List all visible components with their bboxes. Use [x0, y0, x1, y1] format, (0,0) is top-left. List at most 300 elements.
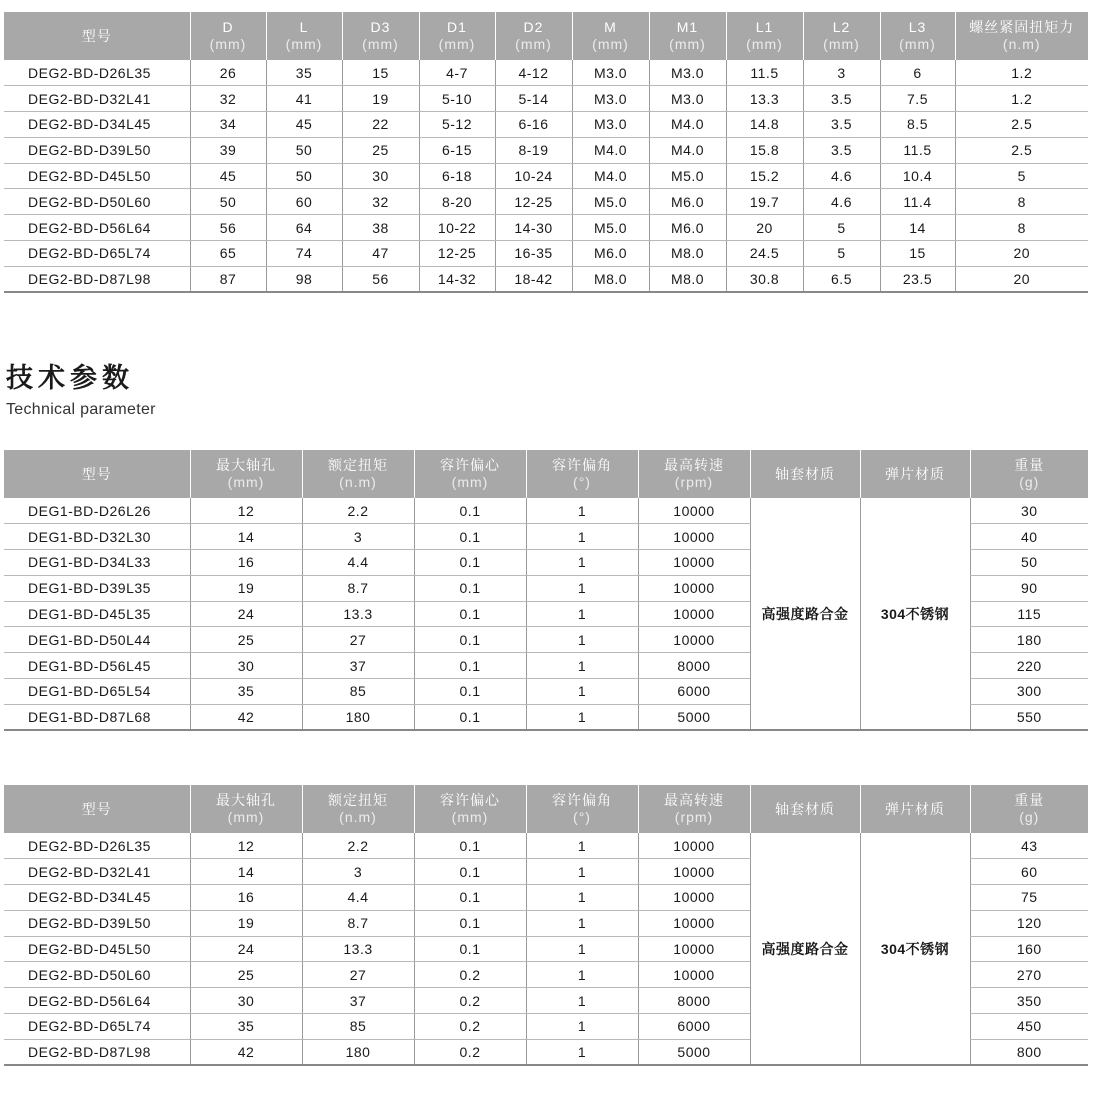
- table-cell: 10-24: [495, 163, 572, 189]
- column-header: [970, 785, 1088, 833]
- table-cell: 160: [970, 936, 1088, 962]
- table-cell: 25: [190, 962, 302, 988]
- column-header-unit: (mm): [515, 36, 552, 52]
- table-cell: 0.1: [414, 704, 526, 730]
- table-cell: 5-10: [419, 86, 495, 112]
- table-cell: DEG1-BD-D87L68: [4, 704, 190, 730]
- table-cell: DEG1-BD-D56L45: [4, 653, 190, 679]
- table-cell: 39: [190, 137, 266, 163]
- table-cell: 20: [726, 215, 803, 241]
- table-cell: 30: [970, 498, 1088, 524]
- column-header-label: 最大轴孔: [216, 457, 276, 473]
- table-row: [4, 266, 1088, 292]
- table-row: [4, 498, 1088, 524]
- column-header: [726, 12, 803, 60]
- dimension-table: [4, 12, 1088, 293]
- table-cell: DEG1-BD-D34L33: [4, 550, 190, 576]
- table-cell: 5000: [638, 704, 750, 730]
- table-cell: 11.4: [880, 189, 955, 215]
- column-header-unit: (mm): [209, 36, 247, 52]
- table-cell: 8.5: [880, 112, 955, 138]
- column-header: [803, 12, 880, 60]
- column-header-unit: (mm): [227, 809, 265, 825]
- column-header-label: 额定扭矩: [328, 457, 388, 473]
- table-cell: 10.4: [880, 163, 955, 189]
- table-cell: 0.1: [414, 910, 526, 936]
- table-cell: 120: [970, 910, 1088, 936]
- table-cell: 35: [266, 60, 342, 86]
- hub-material-cell: 高强度路合金: [750, 498, 860, 730]
- column-header-label: L1: [755, 19, 774, 35]
- table-cell: 32: [190, 86, 266, 112]
- table-cell: 0.1: [414, 575, 526, 601]
- column-header-label: 型号: [81, 27, 112, 44]
- table-cell: 41: [266, 86, 342, 112]
- table-cell: 5: [955, 163, 1088, 189]
- table-cell: 20: [955, 266, 1088, 292]
- table-cell: 85: [302, 679, 414, 705]
- table-cell: 6000: [638, 1014, 750, 1040]
- table-cell: M5.0: [572, 189, 649, 215]
- table-cell: DEG1-BD-D50L44: [4, 627, 190, 653]
- table-cell: 10000: [638, 833, 750, 859]
- table-cell: 27: [302, 627, 414, 653]
- table-cell: 4.4: [302, 885, 414, 911]
- table-cell: M4.0: [572, 163, 649, 189]
- column-header: [190, 12, 266, 60]
- table-cell: 14: [880, 215, 955, 241]
- table-cell: 19: [342, 86, 419, 112]
- column-header-label: D1: [447, 19, 467, 35]
- table-row: [4, 241, 1088, 267]
- table-cell: 12: [190, 498, 302, 524]
- table-cell: 12-25: [495, 189, 572, 215]
- column-header-unit: (mm): [451, 474, 489, 490]
- table-cell: 10000: [638, 885, 750, 911]
- table-cell: DEG2-BD-D87L98: [4, 1039, 190, 1065]
- column-header-label: 弹片材质: [885, 465, 945, 482]
- table-cell: 56: [190, 215, 266, 241]
- table-cell: 37: [302, 653, 414, 679]
- column-header: [4, 785, 190, 833]
- table-row: [4, 163, 1088, 189]
- table-cell: 3.5: [803, 137, 880, 163]
- table-cell: 0.2: [414, 1039, 526, 1065]
- table-cell: 180: [302, 704, 414, 730]
- column-header-label: 最高转速: [664, 457, 724, 473]
- table-cell: 4.4: [302, 550, 414, 576]
- table-cell: M3.0: [649, 60, 726, 86]
- table-cell: 14: [190, 859, 302, 885]
- table-cell: 350: [970, 988, 1088, 1014]
- column-header-unit: (mm): [669, 36, 706, 52]
- table-cell: 1: [526, 962, 638, 988]
- column-header: [4, 450, 190, 498]
- table-cell: 10000: [638, 627, 750, 653]
- column-header-label: 重量: [1014, 792, 1045, 808]
- table-cell: 14: [190, 524, 302, 550]
- table-cell: DEG1-BD-D26L26: [4, 498, 190, 524]
- column-header: [750, 450, 860, 498]
- table-cell: 74: [266, 241, 342, 267]
- table-cell: 10000: [638, 859, 750, 885]
- column-header-label: 型号: [81, 800, 112, 817]
- table-cell: 0.1: [414, 498, 526, 524]
- table-cell: 24: [190, 936, 302, 962]
- table-cell: 12-25: [419, 241, 495, 267]
- disc-material-cell: 304不锈钢: [860, 833, 970, 1065]
- table-cell: 42: [190, 704, 302, 730]
- table-cell: 40: [970, 524, 1088, 550]
- table-cell: M3.0: [572, 112, 649, 138]
- table-cell: 3.5: [803, 112, 880, 138]
- column-header: [860, 785, 970, 833]
- table-cell: DEG2-BD-D34L45: [4, 112, 190, 138]
- table-cell: DEG2-BD-D32L41: [4, 859, 190, 885]
- table-cell: 13.3: [302, 601, 414, 627]
- table-cell: M5.0: [649, 163, 726, 189]
- table-cell: M8.0: [572, 266, 649, 292]
- table-cell: 25: [342, 137, 419, 163]
- column-header: [414, 785, 526, 833]
- table-cell: 11.5: [880, 137, 955, 163]
- table-cell: 180: [302, 1039, 414, 1065]
- hub-material-cell: 高强度路合金: [750, 833, 860, 1065]
- table-cell: 1: [526, 498, 638, 524]
- table-cell: 1: [526, 575, 638, 601]
- table-cell: M4.0: [572, 137, 649, 163]
- table-cell: 50: [266, 137, 342, 163]
- table-cell: 5-14: [495, 86, 572, 112]
- table-cell: 1: [526, 550, 638, 576]
- table-cell: 3.5: [803, 86, 880, 112]
- table-cell: 34: [190, 112, 266, 138]
- table-cell: 60: [970, 859, 1088, 885]
- table-cell: 5000: [638, 1039, 750, 1065]
- table-cell: 0.1: [414, 550, 526, 576]
- table-cell: M5.0: [572, 215, 649, 241]
- table-cell: DEG2-BD-D45L50: [4, 936, 190, 962]
- column-header-label: 重量: [1014, 457, 1045, 473]
- column-header-unit: (mm): [899, 36, 936, 52]
- column-header-label: 容许偏心: [440, 792, 500, 808]
- table-cell: 2.5: [955, 137, 1088, 163]
- table-cell: 10000: [638, 550, 750, 576]
- column-header-label: 额定扭矩: [328, 792, 388, 808]
- table-cell: 5: [803, 215, 880, 241]
- table-cell: 14.8: [726, 112, 803, 138]
- column-header-label: 弹片材质: [885, 800, 945, 817]
- table-cell: 6: [880, 60, 955, 86]
- table-cell: 10000: [638, 936, 750, 962]
- table-cell: 1: [526, 601, 638, 627]
- table-cell: 35: [190, 679, 302, 705]
- table-header-row: [4, 785, 1088, 833]
- table-cell: M6.0: [649, 189, 726, 215]
- column-header: [880, 12, 955, 60]
- column-header: [860, 450, 970, 498]
- table-cell: 7.5: [880, 86, 955, 112]
- column-header-unit: (mm): [438, 36, 476, 52]
- table-cell: 10000: [638, 575, 750, 601]
- column-header: [526, 450, 638, 498]
- table-cell: 1: [526, 653, 638, 679]
- table-cell: 1: [526, 1039, 638, 1065]
- table-cell: 18-42: [495, 266, 572, 292]
- table-cell: DEG2-BD-D39L50: [4, 137, 190, 163]
- table-cell: DEG2-BD-D39L50: [4, 910, 190, 936]
- table-cell: 6-18: [419, 163, 495, 189]
- column-header-unit: (g): [1019, 474, 1040, 490]
- table-cell: 10-22: [419, 215, 495, 241]
- table-cell: 90: [970, 575, 1088, 601]
- column-header-label: 容许偏角: [552, 792, 612, 808]
- table-cell: 0.1: [414, 601, 526, 627]
- table-cell: 30: [190, 653, 302, 679]
- table-cell: 0.1: [414, 859, 526, 885]
- column-header-unit: (°): [573, 474, 591, 490]
- table-cell: DEG1-BD-D45L35: [4, 601, 190, 627]
- table-cell: 3: [803, 60, 880, 86]
- table-cell: 30: [190, 988, 302, 1014]
- table-row: [4, 189, 1088, 215]
- table-cell: 800: [970, 1039, 1088, 1065]
- table-cell: 38: [342, 215, 419, 241]
- table-cell: DEG1-BD-D32L30: [4, 524, 190, 550]
- column-header-label: D: [222, 19, 234, 35]
- table-cell: 180: [970, 627, 1088, 653]
- table-cell: 1: [526, 524, 638, 550]
- table-cell: M3.0: [572, 60, 649, 86]
- table-cell: 1: [526, 704, 638, 730]
- table-cell: 8000: [638, 988, 750, 1014]
- table-cell: 1: [526, 679, 638, 705]
- column-header-unit: (rpm): [674, 809, 714, 825]
- section-subtitle: Technical parameter: [6, 401, 156, 418]
- table-cell: 8-19: [495, 137, 572, 163]
- table-cell: M4.0: [649, 112, 726, 138]
- table-cell: 6-15: [419, 137, 495, 163]
- column-header-unit: (mm): [285, 36, 323, 52]
- table-cell: 1: [526, 885, 638, 911]
- table-cell: M3.0: [649, 86, 726, 112]
- column-header-unit: (mm): [451, 809, 489, 825]
- table-cell: 19.7: [726, 189, 803, 215]
- table-cell: 14-30: [495, 215, 572, 241]
- column-header: [649, 12, 726, 60]
- table-cell: 0.1: [414, 885, 526, 911]
- table-cell: DEG2-BD-D26L35: [4, 833, 190, 859]
- table-cell: 8: [955, 215, 1088, 241]
- column-header-label: 容许偏心: [440, 457, 500, 473]
- table-cell: 37: [302, 988, 414, 1014]
- table-cell: 75: [970, 885, 1088, 911]
- column-header: [572, 12, 649, 60]
- column-header-label: 轴套材质: [775, 800, 835, 817]
- table-cell: 220: [970, 653, 1088, 679]
- table-cell: DEG2-BD-D87L98: [4, 266, 190, 292]
- table-cell: 6.5: [803, 266, 880, 292]
- table-cell: DEG2-BD-D34L45: [4, 885, 190, 911]
- table-cell: 4.6: [803, 163, 880, 189]
- table-cell: DEG2-BD-D26L35: [4, 60, 190, 86]
- table-cell: 50: [970, 550, 1088, 576]
- table-cell: 22: [342, 112, 419, 138]
- column-header-label: L3: [908, 19, 927, 35]
- column-header: [495, 12, 572, 60]
- column-header-unit: (rpm): [674, 474, 714, 490]
- table-row: [4, 137, 1088, 163]
- column-header: [4, 12, 190, 60]
- table-cell: M8.0: [649, 266, 726, 292]
- column-header-unit: (n.m): [1002, 36, 1041, 52]
- table-cell: DEG1-BD-D65L54: [4, 679, 190, 705]
- table-cell: 4.6: [803, 189, 880, 215]
- table-cell: M6.0: [572, 241, 649, 267]
- table-row: [4, 86, 1088, 112]
- column-header-label: 最高转速: [664, 792, 724, 808]
- table-cell: 45: [266, 112, 342, 138]
- table-cell: 0.2: [414, 988, 526, 1014]
- table-cell: 0.1: [414, 653, 526, 679]
- table-cell: 47: [342, 241, 419, 267]
- table-header-row: [4, 12, 1088, 60]
- table-cell: DEG2-BD-D50L60: [4, 962, 190, 988]
- table-cell: 15.8: [726, 137, 803, 163]
- column-header: [302, 450, 414, 498]
- table-cell: DEG2-BD-D65L74: [4, 241, 190, 267]
- table-header-row: [4, 450, 1088, 498]
- table-cell: 24.5: [726, 241, 803, 267]
- table-cell: 1: [526, 988, 638, 1014]
- column-header: [190, 450, 302, 498]
- table-cell: DEG2-BD-D65L74: [4, 1014, 190, 1040]
- table-cell: M3.0: [572, 86, 649, 112]
- table-cell: 32: [342, 189, 419, 215]
- table-cell: 1: [526, 859, 638, 885]
- table-cell: 43: [970, 833, 1088, 859]
- table-cell: 13.3: [726, 86, 803, 112]
- table-cell: 10000: [638, 962, 750, 988]
- column-header-unit: (mm): [227, 474, 265, 490]
- table-cell: 2.5: [955, 112, 1088, 138]
- table-cell: 11.5: [726, 60, 803, 86]
- column-header-label: 型号: [81, 465, 112, 482]
- column-header-label: L: [299, 19, 309, 35]
- table-cell: 15: [342, 60, 419, 86]
- table-cell: 64: [266, 215, 342, 241]
- column-header: [419, 12, 495, 60]
- table-cell: 1: [526, 1014, 638, 1040]
- column-header-label: D2: [523, 19, 544, 35]
- table-cell: 4-12: [495, 60, 572, 86]
- table-cell: 65: [190, 241, 266, 267]
- column-header: [526, 785, 638, 833]
- column-header-unit: (mm): [362, 36, 399, 52]
- column-header: [750, 785, 860, 833]
- table-cell: 50: [190, 189, 266, 215]
- table-cell: DEG2-BD-D45L50: [4, 163, 190, 189]
- table-cell: 8.7: [302, 910, 414, 936]
- column-header: [955, 12, 1088, 60]
- table-cell: DEG2-BD-D32L41: [4, 86, 190, 112]
- table-cell: 26: [190, 60, 266, 86]
- table-cell: 42: [190, 1039, 302, 1065]
- column-header-unit: (mm): [823, 36, 860, 52]
- table-row: [4, 60, 1088, 86]
- table-cell: 2.2: [302, 498, 414, 524]
- column-header-unit: (mm): [746, 36, 783, 52]
- column-header: [190, 785, 302, 833]
- table-cell: 10000: [638, 910, 750, 936]
- table-cell: 14-32: [419, 266, 495, 292]
- table-cell: DEG2-BD-D50L60: [4, 189, 190, 215]
- table-cell: 27: [302, 962, 414, 988]
- table-cell: 56: [342, 266, 419, 292]
- column-header-label: M1: [676, 19, 699, 35]
- table-cell: 13.3: [302, 936, 414, 962]
- table-cell: 1: [526, 627, 638, 653]
- table-cell: DEG2-BD-D56L64: [4, 215, 190, 241]
- table-cell: 10000: [638, 601, 750, 627]
- table-cell: 450: [970, 1014, 1088, 1040]
- column-header: [414, 450, 526, 498]
- section-title: 技术参数: [6, 363, 134, 393]
- column-header-unit: (n.m): [339, 474, 377, 490]
- table-cell: 5: [803, 241, 880, 267]
- column-header-label: D3: [370, 19, 391, 35]
- column-header-label: 最大轴孔: [216, 792, 276, 808]
- table-cell: 1.2: [955, 60, 1088, 86]
- column-header: [302, 785, 414, 833]
- table-cell: 35: [190, 1014, 302, 1040]
- column-header-unit: (g): [1019, 809, 1040, 825]
- table-cell: DEG2-BD-D56L64: [4, 988, 190, 1014]
- table-cell: 10000: [638, 498, 750, 524]
- table-cell: 6-16: [495, 112, 572, 138]
- column-header-label: M: [604, 19, 617, 35]
- table-cell: 12: [190, 833, 302, 859]
- column-header-unit: (°): [573, 809, 591, 825]
- table-cell: 8.7: [302, 575, 414, 601]
- table-row: [4, 215, 1088, 241]
- table-cell: 1: [526, 936, 638, 962]
- table-cell: 8-20: [419, 189, 495, 215]
- table-cell: 25: [190, 627, 302, 653]
- column-header-unit: (mm): [592, 36, 629, 52]
- table-cell: 3: [302, 524, 414, 550]
- column-header-label: 螺丝紧固扭矩力: [969, 19, 1075, 35]
- table-cell: 45: [190, 163, 266, 189]
- table-cell: 0.1: [414, 833, 526, 859]
- table-cell: 270: [970, 962, 1088, 988]
- disc-material-cell: 304不锈钢: [860, 498, 970, 730]
- table-cell: 24: [190, 601, 302, 627]
- table-cell: 3: [302, 859, 414, 885]
- table-cell: 85: [302, 1014, 414, 1040]
- table-cell: 0.1: [414, 524, 526, 550]
- table-cell: DEG1-BD-D39L35: [4, 575, 190, 601]
- table-row: [4, 112, 1088, 138]
- table-cell: 16: [190, 885, 302, 911]
- table-cell: 0.2: [414, 962, 526, 988]
- table-cell: 300: [970, 679, 1088, 705]
- table-row: [4, 833, 1088, 859]
- column-header: [970, 450, 1088, 498]
- table-cell: 15.2: [726, 163, 803, 189]
- table-cell: 19: [190, 910, 302, 936]
- table-cell: 98: [266, 266, 342, 292]
